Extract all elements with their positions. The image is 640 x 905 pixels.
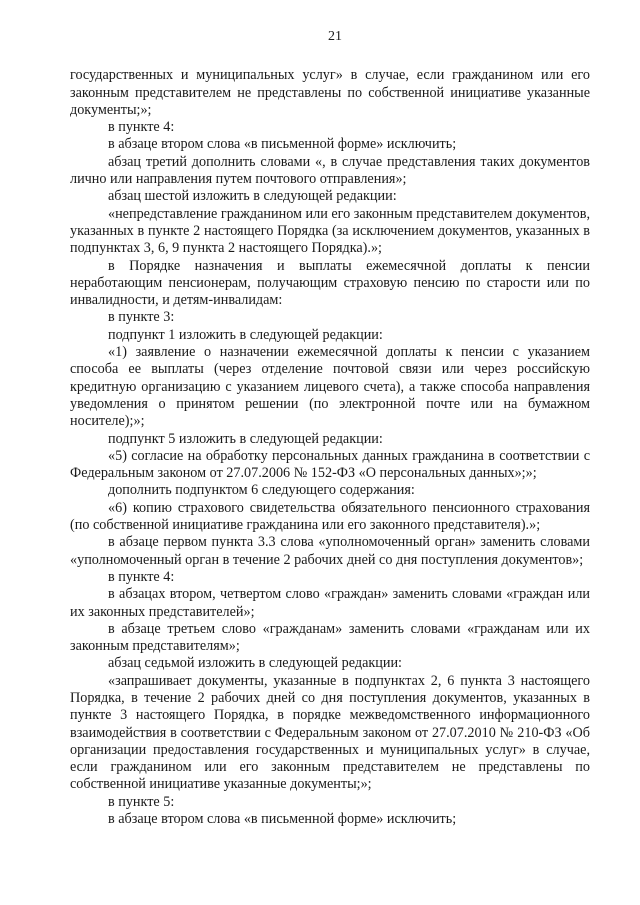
- paragraph: «1) заявление о назначении ежемесячной доплаты к пенсии с указанием способа ее выплаты (через отделение почтовой связи или через российскую кредитную организацию с указанием лицевого счета), а также способа направления уведомления о принятом решении (по электронной почте или на бумажном носителе);»;: [70, 344, 590, 430]
- paragraph: подпункт 5 изложить в следующей редакции:: [108, 430, 383, 447]
- paragraph: подпункт 1 изложить в следующей редакции:: [108, 326, 383, 343]
- paragraph: в абзаце втором слова «в письменной форме» исключить;: [108, 811, 457, 828]
- paragraph: в абзацах втором, четвертом слово «граждан» заменить словами «граждан или их законных представителей»;: [70, 586, 590, 620]
- paragraph: абзац седьмой изложить в следующей редакции:: [108, 655, 403, 672]
- paragraph: «непредставление гражданином или его законным представителем документов, указанных в пункте 2 настоящего Порядка (за исключением документов, указанных в подпунктах 3, 6, 9 пункта 2 настоящего Порядка).»;: [70, 205, 590, 257]
- paragraph: в абзаце первом пункта 3.3 слова «уполномоченный орган» заменить словами «уполномоченный орган в течение 2 рабочих дней со дня поступления документов»;: [70, 534, 590, 568]
- paragraph: в Порядке назначения и выплаты ежемесячной доплаты к пенсии неработающим пенсионерам, получающим страховую пенсию по старости или по инвалидности, и детям-инвалидам:: [70, 257, 590, 309]
- paragraph: абзац третий дополнить словами «, в случае представления таких документов лично или направления путем почтового отправления»;: [70, 153, 590, 188]
- page-number: 21: [328, 29, 342, 44]
- paragraph: абзац шестой изложить в следующей редакции:: [108, 188, 397, 205]
- paragraph: «запрашивает документы, указанные в подпунктах 2, 6 пункта 3 настоящего Порядка, в течение 2 рабочих дней со дня поступления документов, указанных в пункте 3 настоящего Порядка, в порядке межведомственного информационного взаимодействия в соответствии с Федеральным законом от 27.07.2010 № 210-ФЗ «Об организации предоставления государственных и муниципальных услуг» в случае, если гражданином или его законным представителем не представлены по собственной инициативе указанные документы;»;: [70, 672, 590, 793]
- paragraph: в пункте 4:: [108, 568, 175, 585]
- paragraph: «5) согласие на обработку персональных данных гражданина в соответствии с Федеральным законом от 27.07.2006 № 152-ФЗ «О персональных данных»;»;: [70, 447, 590, 482]
- paragraph: в пункте 3:: [108, 309, 175, 326]
- paragraph: в абзаце третьем слово «гражданам» заменить словами «гражданам или их законным представителям»;: [70, 620, 590, 655]
- document-body: [70, 67, 590, 828]
- paragraph: в пункте 4:: [108, 119, 175, 136]
- paragraph: государственных и муниципальных услуг» в случае, если гражданином или его законным представителем не представлены по собственной инициативе указанные документы;»;: [70, 67, 590, 118]
- paragraph: дополнить подпунктом 6 следующего содержания:: [108, 482, 415, 499]
- paragraph: в пункте 5:: [108, 793, 175, 810]
- paragraph: в абзаце втором слова «в письменной форме» исключить;: [108, 136, 457, 153]
- paragraph: «6) копию страхового свидетельства обязательного пенсионного страхования (по собственной инициативе гражданина или его законного представителя).»;: [70, 499, 590, 534]
